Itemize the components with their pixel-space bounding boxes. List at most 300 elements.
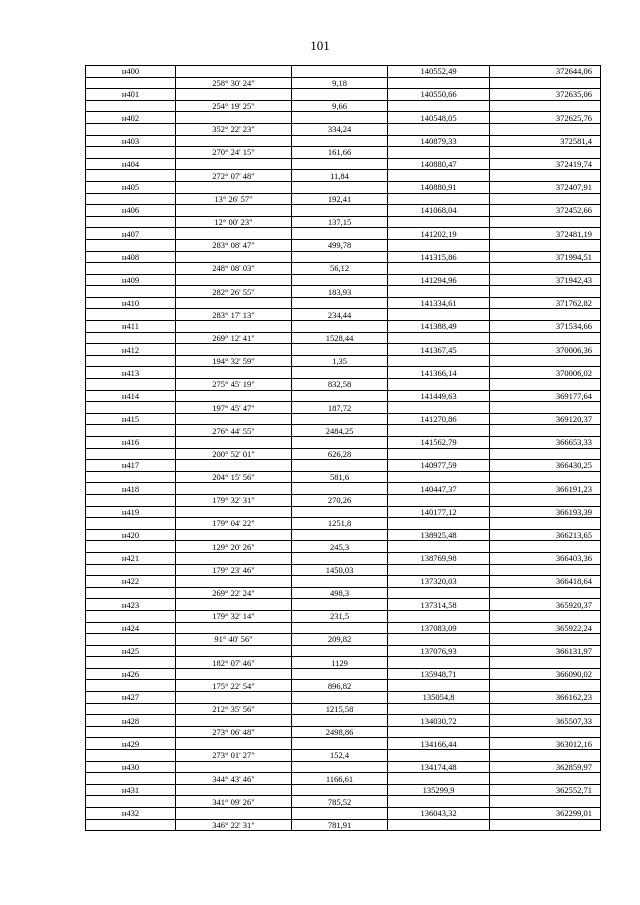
empty-cell	[292, 89, 388, 101]
empty-cell	[292, 506, 388, 518]
empty-cell	[292, 367, 388, 379]
point-row	[86, 576, 601, 588]
point-name-cell: н417	[86, 460, 176, 472]
empty-cell	[490, 193, 601, 205]
x-coordinate-cell: 141367,45	[388, 344, 490, 356]
empty-cell	[86, 379, 176, 391]
empty-cell	[388, 494, 490, 506]
segment-row	[86, 657, 601, 669]
empty-cell	[490, 77, 601, 89]
empty-cell	[292, 181, 388, 193]
point-name-cell: н420	[86, 529, 176, 541]
empty-cell	[176, 66, 292, 78]
distance-cell: 334,24	[292, 123, 388, 135]
point-name-cell: н405	[86, 181, 176, 193]
x-coordinate-cell: 141366,14	[388, 367, 490, 379]
empty-cell	[388, 726, 490, 738]
point-name-cell: н402	[86, 112, 176, 124]
point-name-cell: н429	[86, 738, 176, 750]
empty-cell	[388, 355, 490, 367]
point-row	[86, 89, 601, 101]
y-coordinate-cell: 366403,36	[490, 552, 601, 564]
distance-cell: 231,5	[292, 610, 388, 622]
y-coordinate-cell: 371534,66	[490, 321, 601, 333]
empty-cell	[176, 251, 292, 263]
empty-cell	[176, 321, 292, 333]
segment-row	[86, 147, 601, 159]
direction-angle-cell: 175° 22' 54"	[176, 680, 292, 692]
distance-cell: 1,35	[292, 355, 388, 367]
empty-cell	[86, 518, 176, 530]
empty-cell	[490, 402, 601, 414]
empty-cell	[388, 239, 490, 251]
empty-cell	[292, 321, 388, 333]
empty-cell	[490, 100, 601, 112]
empty-cell	[388, 448, 490, 460]
segment-row	[86, 263, 601, 275]
distance-cell: 192,41	[292, 193, 388, 205]
x-coordinate-cell: 138925,48	[388, 529, 490, 541]
empty-cell	[86, 448, 176, 460]
y-coordinate-cell: 370006,02	[490, 367, 601, 379]
empty-cell	[86, 726, 176, 738]
empty-cell	[490, 518, 601, 530]
segment-row	[86, 680, 601, 692]
empty-cell	[388, 332, 490, 344]
direction-angle-cell: 275° 45' 19"	[176, 379, 292, 391]
empty-cell	[388, 379, 490, 391]
point-name-cell: н422	[86, 576, 176, 588]
segment-row	[86, 750, 601, 762]
direction-angle-cell: 341° 09' 26"	[176, 796, 292, 808]
empty-cell	[490, 796, 601, 808]
x-coordinate-cell: 140880,47	[388, 158, 490, 170]
x-coordinate-cell: 140548,05	[388, 112, 490, 124]
distance-cell: 832,58	[292, 379, 388, 391]
point-name-cell: н404	[86, 158, 176, 170]
x-coordinate-cell: 138769,98	[388, 552, 490, 564]
empty-cell	[86, 425, 176, 437]
y-coordinate-cell: 371994,51	[490, 251, 601, 263]
empty-cell	[86, 100, 176, 112]
distance-cell: 245,3	[292, 541, 388, 553]
empty-cell	[292, 344, 388, 356]
y-coordinate-cell: 366213,65	[490, 529, 601, 541]
point-row	[86, 599, 601, 611]
direction-angle-cell: 272° 07' 48"	[176, 170, 292, 182]
empty-cell	[490, 610, 601, 622]
empty-cell	[490, 286, 601, 298]
empty-cell	[292, 437, 388, 449]
distance-cell: 781,91	[292, 819, 388, 831]
empty-cell	[86, 309, 176, 321]
empty-cell	[388, 657, 490, 669]
empty-cell	[292, 483, 388, 495]
segment-row	[86, 773, 601, 785]
empty-cell	[388, 123, 490, 135]
y-coordinate-cell: 366162,23	[490, 692, 601, 704]
empty-cell	[176, 112, 292, 124]
x-coordinate-cell: 141294,96	[388, 274, 490, 286]
distance-cell: 234,44	[292, 309, 388, 321]
empty-cell	[388, 402, 490, 414]
empty-cell	[388, 263, 490, 275]
empty-cell	[292, 622, 388, 634]
segment-row	[86, 634, 601, 646]
empty-cell	[176, 529, 292, 541]
point-name-cell: н418	[86, 483, 176, 495]
empty-cell	[176, 761, 292, 773]
direction-angle-cell: 269° 12' 41"	[176, 332, 292, 344]
empty-cell	[86, 471, 176, 483]
distance-cell: 1450,03	[292, 564, 388, 576]
y-coordinate-cell: 372407,91	[490, 181, 601, 193]
empty-cell	[292, 390, 388, 402]
empty-cell	[176, 367, 292, 379]
distance-cell: 896,82	[292, 680, 388, 692]
distance-cell: 1528,44	[292, 332, 388, 344]
distance-cell: 1129	[292, 657, 388, 669]
empty-cell	[388, 518, 490, 530]
point-row	[86, 692, 601, 704]
y-coordinate-cell: 362552,71	[490, 784, 601, 796]
y-coordinate-cell: 371942,43	[490, 274, 601, 286]
x-coordinate-cell: 137083,09	[388, 622, 490, 634]
empty-cell	[86, 77, 176, 89]
direction-angle-cell: 91° 40' 56"	[176, 634, 292, 646]
empty-cell	[388, 100, 490, 112]
empty-cell	[292, 645, 388, 657]
distance-cell: 9,18	[292, 77, 388, 89]
empty-cell	[176, 622, 292, 634]
distance-cell: 187,72	[292, 402, 388, 414]
empty-cell	[86, 680, 176, 692]
empty-cell	[388, 819, 490, 831]
segment-row	[86, 726, 601, 738]
point-name-cell: н428	[86, 715, 176, 727]
empty-cell	[292, 784, 388, 796]
empty-cell	[292, 576, 388, 588]
point-name-cell: н401	[86, 89, 176, 101]
segment-row	[86, 332, 601, 344]
empty-cell	[490, 634, 601, 646]
point-name-cell: н413	[86, 367, 176, 379]
x-coordinate-cell: 140879,33	[388, 135, 490, 147]
empty-cell	[388, 170, 490, 182]
point-row	[86, 66, 601, 78]
empty-cell	[176, 390, 292, 402]
empty-cell	[86, 796, 176, 808]
y-coordinate-cell: 369120,37	[490, 413, 601, 425]
empty-cell	[388, 610, 490, 622]
segment-row	[86, 518, 601, 530]
direction-angle-cell: 179° 32' 14"	[176, 610, 292, 622]
point-name-cell: н421	[86, 552, 176, 564]
empty-cell	[176, 668, 292, 680]
empty-cell	[86, 657, 176, 669]
empty-cell	[388, 703, 490, 715]
direction-angle-cell: 282° 26' 55"	[176, 286, 292, 298]
segment-row	[86, 425, 601, 437]
point-row	[86, 437, 601, 449]
point-row	[86, 761, 601, 773]
empty-cell	[490, 657, 601, 669]
distance-cell: 161,66	[292, 147, 388, 159]
point-row	[86, 344, 601, 356]
point-row	[86, 738, 601, 750]
point-name-cell: н411	[86, 321, 176, 333]
distance-cell: 498,3	[292, 587, 388, 599]
empty-cell	[292, 66, 388, 78]
empty-cell	[490, 425, 601, 437]
segment-row	[86, 100, 601, 112]
segment-row	[86, 379, 601, 391]
distance-cell: 183,93	[292, 286, 388, 298]
segment-row	[86, 494, 601, 506]
empty-cell	[86, 170, 176, 182]
empty-cell	[490, 379, 601, 391]
empty-cell	[292, 529, 388, 541]
empty-cell	[490, 587, 601, 599]
y-coordinate-cell: 372452,66	[490, 205, 601, 217]
point-row	[86, 205, 601, 217]
point-name-cell: н430	[86, 761, 176, 773]
y-coordinate-cell: 372581,4	[490, 135, 601, 147]
empty-cell	[490, 819, 601, 831]
empty-cell	[388, 216, 490, 228]
point-row	[86, 622, 601, 634]
empty-cell	[86, 193, 176, 205]
point-name-cell: н414	[86, 390, 176, 402]
empty-cell	[490, 564, 601, 576]
direction-angle-cell: 179° 04' 22"	[176, 518, 292, 530]
empty-cell	[176, 344, 292, 356]
point-name-cell: н400	[86, 66, 176, 78]
x-coordinate-cell: 141388,49	[388, 321, 490, 333]
empty-cell	[490, 448, 601, 460]
segment-row	[86, 587, 601, 599]
empty-cell	[388, 773, 490, 785]
direction-angle-cell: 283° 17' 13"	[176, 309, 292, 321]
empty-cell	[176, 181, 292, 193]
point-row	[86, 460, 601, 472]
direction-angle-cell: 179° 32' 31"	[176, 494, 292, 506]
point-name-cell: н423	[86, 599, 176, 611]
point-row	[86, 297, 601, 309]
direction-angle-cell: 346° 22' 31"	[176, 819, 292, 831]
x-coordinate-cell: 140552,49	[388, 66, 490, 78]
x-coordinate-cell: 140880,91	[388, 181, 490, 193]
x-coordinate-cell: 140177,12	[388, 506, 490, 518]
empty-cell	[176, 808, 292, 820]
empty-cell	[176, 158, 292, 170]
x-coordinate-cell: 140977,59	[388, 460, 490, 472]
x-coordinate-cell: 140447,37	[388, 483, 490, 495]
empty-cell	[176, 645, 292, 657]
point-row	[86, 506, 601, 518]
segment-row	[86, 193, 601, 205]
x-coordinate-cell: 141562,79	[388, 437, 490, 449]
x-coordinate-cell: 134166,44	[388, 738, 490, 750]
empty-cell	[292, 205, 388, 217]
point-name-cell: н408	[86, 251, 176, 263]
empty-cell	[490, 355, 601, 367]
empty-cell	[176, 715, 292, 727]
distance-cell: 270,26	[292, 494, 388, 506]
distance-cell: 1215,58	[292, 703, 388, 715]
y-coordinate-cell: 363012,16	[490, 738, 601, 750]
point-row	[86, 529, 601, 541]
empty-cell	[292, 112, 388, 124]
x-coordinate-cell: 134174,48	[388, 761, 490, 773]
point-name-cell: н410	[86, 297, 176, 309]
empty-cell	[490, 750, 601, 762]
empty-cell	[292, 599, 388, 611]
empty-cell	[176, 228, 292, 240]
point-row	[86, 228, 601, 240]
y-coordinate-cell: 370006,36	[490, 344, 601, 356]
x-coordinate-cell: 135948,71	[388, 668, 490, 680]
empty-cell	[292, 158, 388, 170]
empty-cell	[490, 332, 601, 344]
empty-cell	[490, 309, 601, 321]
x-coordinate-cell: 136043,32	[388, 808, 490, 820]
empty-cell	[490, 471, 601, 483]
empty-cell	[86, 332, 176, 344]
y-coordinate-cell: 366131,97	[490, 645, 601, 657]
empty-cell	[176, 437, 292, 449]
direction-angle-cell: 273° 06' 48"	[176, 726, 292, 738]
direction-angle-cell: 12° 00' 23"	[176, 216, 292, 228]
empty-cell	[388, 680, 490, 692]
x-coordinate-cell: 141068,04	[388, 205, 490, 217]
empty-cell	[86, 634, 176, 646]
empty-cell	[86, 541, 176, 553]
segment-row	[86, 610, 601, 622]
point-name-cell: н416	[86, 437, 176, 449]
empty-cell	[86, 564, 176, 576]
y-coordinate-cell: 362299,01	[490, 808, 601, 820]
empty-cell	[490, 541, 601, 553]
empty-cell	[388, 587, 490, 599]
empty-cell	[176, 205, 292, 217]
x-coordinate-cell: 141449,63	[388, 390, 490, 402]
empty-cell	[86, 610, 176, 622]
empty-cell	[388, 750, 490, 762]
empty-cell	[292, 715, 388, 727]
empty-cell	[86, 355, 176, 367]
distance-cell: 2484,25	[292, 425, 388, 437]
point-name-cell: н432	[86, 808, 176, 820]
empty-cell	[292, 552, 388, 564]
y-coordinate-cell: 366090,02	[490, 668, 601, 680]
distance-cell: 11,84	[292, 170, 388, 182]
segment-row	[86, 703, 601, 715]
point-name-cell: н431	[86, 784, 176, 796]
empty-cell	[388, 193, 490, 205]
direction-angle-cell: 182° 07' 46"	[176, 657, 292, 669]
point-name-cell: н409	[86, 274, 176, 286]
distance-cell: 9,66	[292, 100, 388, 112]
x-coordinate-cell: 141270,86	[388, 413, 490, 425]
empty-cell	[388, 564, 490, 576]
x-coordinate-cell: 135054,8	[388, 692, 490, 704]
point-row	[86, 645, 601, 657]
y-coordinate-cell: 366418,64	[490, 576, 601, 588]
empty-cell	[292, 761, 388, 773]
distance-cell: 626,28	[292, 448, 388, 460]
point-row	[86, 552, 601, 564]
empty-cell	[388, 634, 490, 646]
x-coordinate-cell: 141202,19	[388, 228, 490, 240]
empty-cell	[388, 147, 490, 159]
point-name-cell: н419	[86, 506, 176, 518]
segment-row	[86, 239, 601, 251]
x-coordinate-cell: 134030,72	[388, 715, 490, 727]
page-number: 101	[310, 38, 330, 53]
empty-cell	[292, 297, 388, 309]
segment-row	[86, 448, 601, 460]
x-coordinate-cell: 141315,86	[388, 251, 490, 263]
empty-cell	[86, 239, 176, 251]
y-coordinate-cell: 372419,74	[490, 158, 601, 170]
empty-cell	[490, 680, 601, 692]
empty-cell	[490, 263, 601, 275]
empty-cell	[490, 239, 601, 251]
empty-cell	[490, 123, 601, 135]
empty-cell	[176, 297, 292, 309]
direction-angle-cell: 273° 01' 27"	[176, 750, 292, 762]
point-row	[86, 784, 601, 796]
empty-cell	[86, 123, 176, 135]
point-row	[86, 112, 601, 124]
x-coordinate-cell: 135299,9	[388, 784, 490, 796]
empty-cell	[176, 483, 292, 495]
y-coordinate-cell: 366191,23	[490, 483, 601, 495]
point-row	[86, 158, 601, 170]
point-name-cell: н406	[86, 205, 176, 217]
direction-angle-cell: 204° 15' 56"	[176, 471, 292, 483]
empty-cell	[176, 738, 292, 750]
y-coordinate-cell: 366193,39	[490, 506, 601, 518]
point-row	[86, 274, 601, 286]
direction-angle-cell: 212° 35' 56"	[176, 703, 292, 715]
point-row	[86, 181, 601, 193]
empty-cell	[176, 135, 292, 147]
direction-angle-cell: 13° 26' 57"	[176, 193, 292, 205]
empty-cell	[86, 819, 176, 831]
empty-cell	[292, 692, 388, 704]
segment-row	[86, 819, 601, 831]
segment-row	[86, 564, 601, 576]
x-coordinate-cell: 141334,61	[388, 297, 490, 309]
empty-cell	[490, 147, 601, 159]
empty-cell	[176, 599, 292, 611]
segment-row	[86, 796, 601, 808]
direction-angle-cell: 258° 30' 24"	[176, 77, 292, 89]
point-name-cell: н407	[86, 228, 176, 240]
empty-cell	[490, 216, 601, 228]
segment-row	[86, 402, 601, 414]
y-coordinate-cell: 365507,33	[490, 715, 601, 727]
x-coordinate-cell: 137314,58	[388, 599, 490, 611]
empty-cell	[86, 773, 176, 785]
empty-cell	[292, 251, 388, 263]
distance-cell: 56,12	[292, 263, 388, 275]
direction-angle-cell: 269° 22' 24"	[176, 587, 292, 599]
point-name-cell: н427	[86, 692, 176, 704]
segment-row	[86, 170, 601, 182]
